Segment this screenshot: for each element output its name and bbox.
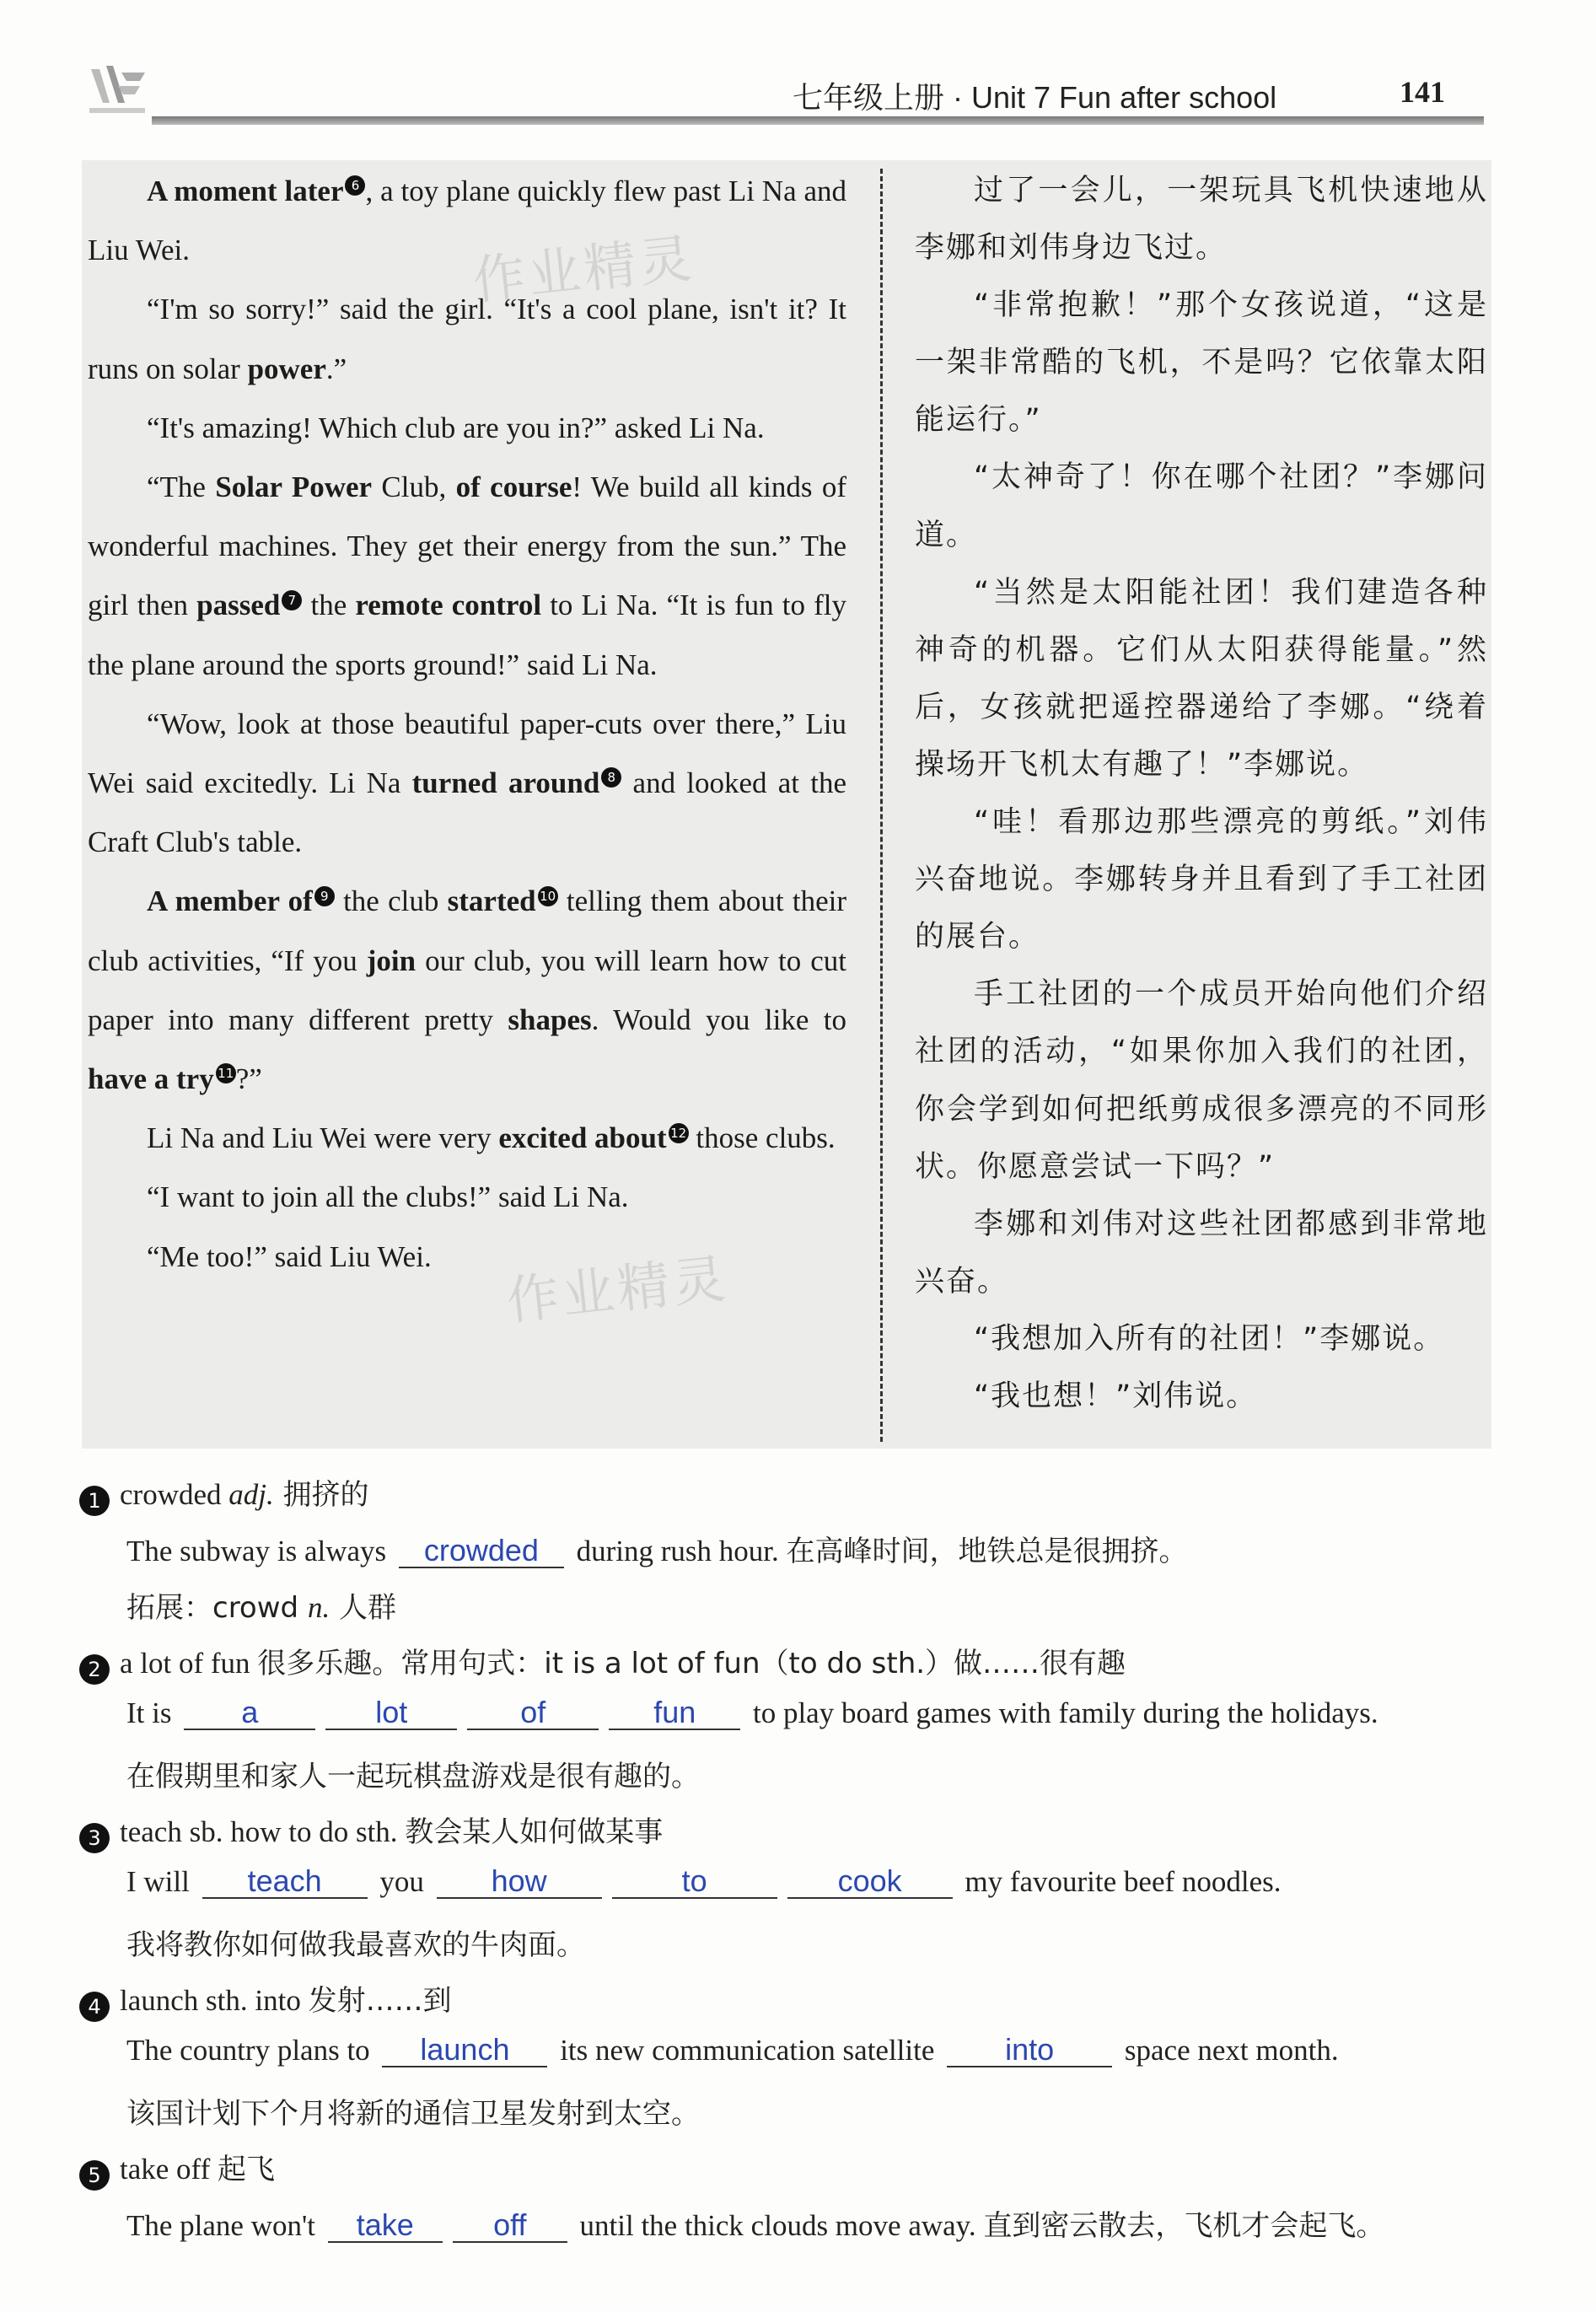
note-3-title <box>79 1809 663 1853</box>
note-5-title <box>79 2146 275 2191</box>
answer-blank[interactable]: of <box>467 1696 599 1730</box>
note-term: a lot of fun <box>120 1647 258 1680</box>
example-text: its new communication satellite <box>552 2034 943 2067</box>
text-run: our club, you will learn how to cut paper into many different pretty <box>88 944 847 1036</box>
footnote-marker: 6 <box>345 175 365 196</box>
publisher-logo-icon <box>84 61 152 120</box>
part-of-speech: n. <box>307 1591 330 1624</box>
text-run: , a toy plane quickly flew past Li Na and Liu Wei. <box>88 175 846 267</box>
answer-blank[interactable]: a <box>184 1696 315 1730</box>
example-text: to play board games with family during the holidays. <box>745 1696 1378 1729</box>
key-phrase: shapes <box>508 1003 592 1036</box>
text-run: .” <box>325 352 347 385</box>
key-phrase: power <box>247 352 326 385</box>
answer-blank[interactable]: launch <box>382 2034 547 2067</box>
en-paragraph-1 <box>88 162 846 280</box>
answer-blank[interactable]: fun <box>609 1696 740 1730</box>
note-meaning: 发射……到 <box>308 1984 452 2018</box>
note-term: teach sb. how to do sth. <box>120 1815 406 1848</box>
text-run: “I'm so sorry!” said the girl. “It's a cool plane, isn't it? It runs on solar <box>88 293 846 385</box>
note-number: 3 <box>79 1823 110 1853</box>
chinese-translation <box>915 162 1488 1425</box>
note-2-translation: 在假期里和家人一起玩棋盘游戏是很有趣的。 <box>126 1760 700 1793</box>
en-paragraph-4 <box>88 458 846 695</box>
footnote-marker: 10 <box>538 886 558 906</box>
text-run: the club <box>334 884 448 918</box>
answer-blank[interactable]: off <box>453 2209 567 2243</box>
note-term: launch sth. into <box>120 1984 309 2017</box>
answer-blank[interactable]: how <box>437 1865 602 1899</box>
example-text: The subway is always <box>126 1535 394 1567</box>
answer-blank[interactable]: to <box>612 1865 777 1899</box>
note-meaning: 起飞 <box>217 2153 275 2186</box>
answer-blank[interactable]: crowded <box>399 1535 564 1568</box>
key-phrase: of course <box>455 470 572 504</box>
text-run: and looked at the Craft Club's table. <box>88 766 847 859</box>
en-paragraph-7 <box>88 1109 846 1168</box>
example-text: my favourite beef noodles. <box>957 1865 1282 1898</box>
text-run: those clubs. <box>688 1121 836 1155</box>
page-number: 141 <box>1400 75 1445 109</box>
key-phrase: A member of <box>147 884 313 918</box>
answer-blank[interactable]: teach <box>202 1865 368 1899</box>
text-run: the <box>302 589 356 622</box>
en-paragraph-2 <box>88 280 846 398</box>
note-number: 2 <box>79 1654 110 1685</box>
zh-paragraph-3: “太神奇了！你在哪个社团？”李娜问道。 <box>915 460 1488 552</box>
zh-paragraph-8: “我想加入所有的社团！”李娜说。 <box>974 1321 1445 1356</box>
answer-blank[interactable]: cook <box>787 1865 953 1899</box>
en-paragraph-3: “It's amazing! Which club are you in?” asked Li Na. <box>147 411 765 444</box>
text-run: ?” <box>235 1062 262 1096</box>
footnote-marker: 8 <box>601 767 621 788</box>
header-title: 七年级上册 · Unit 7 Fun after school <box>793 80 1277 115</box>
en-paragraph-6 <box>88 872 846 1109</box>
example-translation: 直到密云散去，飞机才会起飞。 <box>983 2209 1385 2243</box>
en-paragraph-5 <box>88 695 846 873</box>
note-4-translation: 该国计划下个月将新的通信卫星发射到太空。 <box>126 2097 700 2131</box>
watermark: 作业精灵 <box>503 1247 732 1332</box>
note-5-example <box>126 2202 1384 2244</box>
answer-blank[interactable]: take <box>328 2209 443 2243</box>
watermark: 作业精灵 <box>470 227 698 312</box>
zh-paragraph-5: “哇！看那边那些漂亮的剪纸。”刘伟兴奋地说。李娜转身并且看到了手工社团的展台。 <box>915 805 1488 954</box>
text-run: to Li Na. “It is fun to fly the plane around the sports ground!” said Li Na. <box>88 589 846 681</box>
text-run: “Wow, look at those beautiful paper-cuts over there,” Liu Wei said excitedly. Li Na <box>88 707 846 800</box>
example-text: you <box>372 1865 432 1898</box>
part-of-speech: adj. <box>228 1478 274 1511</box>
note-term: crowded <box>120 1478 229 1511</box>
note-number: 1 <box>79 1486 110 1516</box>
zh-paragraph-6: 手工社团的一个成员开始向他们介绍社团的活动，“如果你加入我们的社团，你会学到如何把纸剪成很多漂亮的不同形状。你愿意尝试一下吗？” <box>915 977 1488 1184</box>
key-phrase: remote control <box>355 589 542 622</box>
note-1-extension <box>126 1584 396 1626</box>
column-divider <box>880 169 883 1442</box>
note-number: 4 <box>79 1992 110 2022</box>
key-phrase: have a try <box>88 1062 214 1096</box>
note-2-example <box>126 1696 1378 1730</box>
zh-paragraph-4: “当然是太阳能社团！我们建造各种神奇的机器。它们从太阳获得能量。”然后，女孩就把遥控器递给了李娜。“绕着操场开飞机太有趣了！”李娜说。 <box>915 575 1488 782</box>
example-text: during rush hour. <box>568 1535 787 1567</box>
zh-paragraph-1: 过了一会儿，一架玩具飞机快速地从李娜和刘伟身边飞过。 <box>915 174 1488 266</box>
footnote-marker: 11 <box>216 1063 236 1083</box>
example-text: space next month. <box>1117 2034 1339 2067</box>
note-2-title <box>79 1640 1126 1685</box>
en-paragraph-8: “I want to join all the clubs!” said Li Na. <box>147 1180 629 1214</box>
note-meaning: 很多乐趣。常用句式：it is a lot of fun（to do sth.）做……很有趣 <box>257 1647 1126 1680</box>
text-run: . Would you like to <box>591 1003 847 1036</box>
example-text: I will <box>126 1865 197 1898</box>
note-4-example <box>126 2034 1339 2067</box>
text-run: telling them about their club activities, “If you <box>88 884 847 977</box>
example-text: It is <box>126 1696 180 1729</box>
zh-paragraph-9: “我也想！”刘伟说。 <box>974 1379 1258 1413</box>
note-1-example <box>126 1528 1188 1569</box>
note-3-translation: 我将教你如何做我最喜欢的牛肉面。 <box>126 1928 585 1962</box>
extension-meaning: 人群 <box>330 1591 396 1625</box>
note-1-title <box>79 1471 369 1516</box>
zh-paragraph-2: “非常抱歉！”那个女孩说道，“这是一架非常酷的飞机，不是吗？它依靠太阳能运行。” <box>915 288 1488 438</box>
extension-label: 拓展：crowd <box>126 1591 308 1625</box>
answer-blank[interactable]: lot <box>325 1696 457 1730</box>
key-phrase: Solar Power <box>215 470 373 504</box>
footnote-marker: 12 <box>669 1123 689 1143</box>
example-text: The country plans to <box>126 2034 378 2067</box>
footnote-marker: 7 <box>282 590 302 610</box>
text-run: Club, <box>372 470 456 504</box>
key-phrase: started <box>447 884 536 918</box>
note-number: 5 <box>79 2160 110 2191</box>
english-text <box>88 162 846 1287</box>
header-rule <box>152 116 1484 125</box>
example-translation: 在高峰时间，地铁总是很拥挤。 <box>786 1535 1188 1568</box>
note-meaning: 拥挤的 <box>273 1478 369 1512</box>
zh-paragraph-7: 李娜和刘伟对这些社团都感到非常地兴奋。 <box>915 1207 1488 1298</box>
key-phrase: turned around <box>411 766 600 800</box>
key-phrase: excited about <box>498 1121 667 1155</box>
text-run: Li Na and Liu Wei were very <box>147 1121 499 1155</box>
key-phrase: passed <box>196 589 281 622</box>
note-meaning: 教会某人如何做某事 <box>405 1815 664 1849</box>
key-phrase: join <box>366 944 416 977</box>
key-phrase: A moment later <box>147 175 344 207</box>
example-text: The plane won't <box>126 2209 323 2242</box>
footnote-marker: 9 <box>314 886 335 906</box>
note-3-example <box>126 1865 1282 1899</box>
example-text: until the thick clouds move away. <box>572 2209 984 2242</box>
text-run: ! We build all kinds of wonderful machines. They get their energy from the sun.” The girl then <box>88 470 846 622</box>
note-term: take off <box>120 2153 218 2186</box>
answer-blank[interactable]: into <box>947 2034 1112 2067</box>
note-4-title <box>79 1977 452 2022</box>
en-paragraph-9: “Me too!” said Liu Wei. <box>147 1239 432 1273</box>
text-run: “The <box>147 470 216 504</box>
